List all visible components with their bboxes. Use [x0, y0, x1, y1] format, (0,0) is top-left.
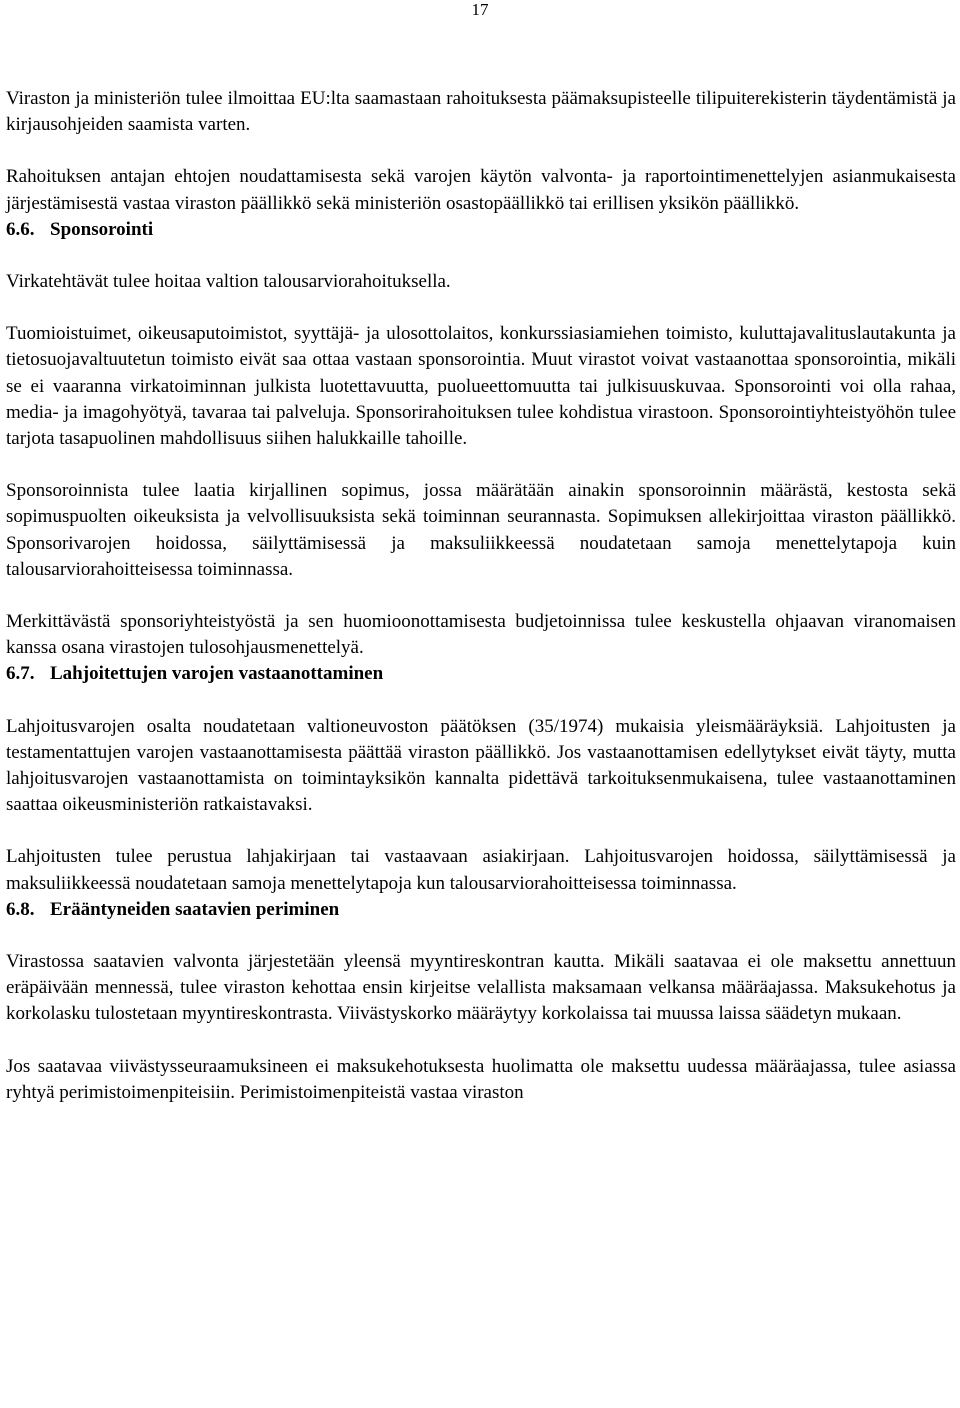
paragraph-sponsorship-agreement: Sponsoroinnista tulee laatia kirjallinen sopimus, jossa määrätään ainakin sponsoroinnin määrästä, kestosta sekä sopimuspuolten oikeuksista ja velvollisuuksista sekä toiminnan seurannasta. Sopimuksen allekirjoittaa viraston päällikkö. Sponsorivarojen hoidossa, säilyttämisessä ja maksuliikkeessä noudatetaan samoja menettelytapoja kuin talousarviorahoitteisessa toiminnassa. — [6, 480, 956, 580]
paragraph-funding-responsibility: Rahoituksen antajan ehtojen noudattamisesta sekä varojen käytön valvonta- ja raportointimenettelyjen asianmukaisesta järjestämisestä vastaa viraston päällikkö sekä ministeriön osastopäällikkö tai erillisen yksikön päällikkö. — [6, 166, 956, 214]
paragraph-collection-measures: Jos saatavaa viivästysseuraamuksineen ei maksukehotuksesta huolimatta ole maksettu uudessa määräajassa, tulee asiassa ryhtyä perimistoimenpiteisiin. Perimistoimenpiteistä vastaa viraston — [6, 1055, 956, 1103]
section-title: Lahjoitettujen varojen vastaanottaminen — [50, 663, 384, 685]
paragraph-eu-funding: Viraston ja ministeriön tulee ilmoittaa EU:lta saamastaan rahoituksesta päämaksupisteelle tilipuiterekisterin täydentämistä ja kirjausohjeiden saamista varten. — [6, 88, 956, 136]
section-number: 6.6. — [6, 218, 35, 240]
section-heading-6-6 — [6, 217, 956, 243]
section-number: 6.7. — [6, 663, 35, 685]
section-heading-6-8 — [6, 897, 956, 923]
document-body — [6, 86, 956, 1106]
paragraph-donation-documents: Lahjoitusten tulee perustua lahjakirjaan tai vastaavaan asiakirjaan. Lahjoitusvarojen hoidossa, säilyttämisessä ja maksuliikkeessä noudatetaan samoja menettelytapoja kun talousarviorahoitteisessa toiminnassa. — [6, 846, 956, 894]
paragraph-sponsorship-rules: Tuomioistuimet, oikeusaputoimistot, syyttäjä- ja ulosottolaitos, konkurssiasiamiehen toimisto, kuluttajavalituslautakunta ja tietosuojavaltuutetun toimisto eivät saa ottaa vastaan sponsorointia. Muut virastot voivat vastaanottaa sponsorointia, mikäli se ei vaaranna virkatoiminnan julkista luotettavuutta, puolueettomuutta tai julkisuuskuvaa. Sponsorointi voi olla rahaa, media- ja imagohyötyä, tavaraa tai palveluja. Sponsorirahoituksen tulee kohdistua virastoon. Sponsorointiyhteistyöhön tulee tarjota tasapuolinen mahdollisuus siihen halukkaille tahoille. — [6, 323, 956, 450]
paragraph-receivables-monitoring: Virastossa saatavien valvonta järjestetään yleensä myyntireskontran kautta. Mikäli saatavaa ei ole maksettu annettuun eräpäivään mennessä, tulee viraston kehottaa ensin kirjeitse velallista maksamaan velkansa määräajassa. Maksukehotus ja korkolasku tulostetaan myyntireskontrasta. Viivästyskorko määräytyy korkolaissa tai muussa laissa säädetyn mukaan. — [6, 951, 956, 1025]
paragraph-sponsorship-budgeting: Merkittävästä sponsoriyhteistyöstä ja sen huomioonottamisesta budjetoinnissa tulee keskustella ohjaavan viranomaisen kanssa osana virastojen tulosohjausmenettelyä. — [6, 611, 956, 659]
page-number: 17 — [471, 0, 489, 19]
section-title: Erääntyneiden saatavien periminen — [50, 898, 340, 920]
paragraph-donation-rules: Lahjoitusvarojen osalta noudatetaan valtioneuvoston päätöksen (35/1974) mukaisia yleismääräyksiä. Lahjoitusten ja testamentattujen varojen vastaanottamisesta päättää viraston päällikkö. Jos vastaanottamisen edellytykset eivät täyty, mutta lahjoitusvarojen vastaanottamista on toimintayksikön kannalta pidettävä tarkoituksenmukaisena, tulee vastaanottaminen saattaa oikeusministeriön ratkaistavaksi. — [6, 715, 956, 816]
section-heading-6-7 — [6, 661, 956, 687]
section-title: Sponsorointi — [50, 218, 154, 240]
section-number: 6.8. — [6, 898, 35, 920]
paragraph-official-duties: Virkatehtävät tulee hoitaa valtion talousarviorahoituksella. — [6, 271, 451, 293]
